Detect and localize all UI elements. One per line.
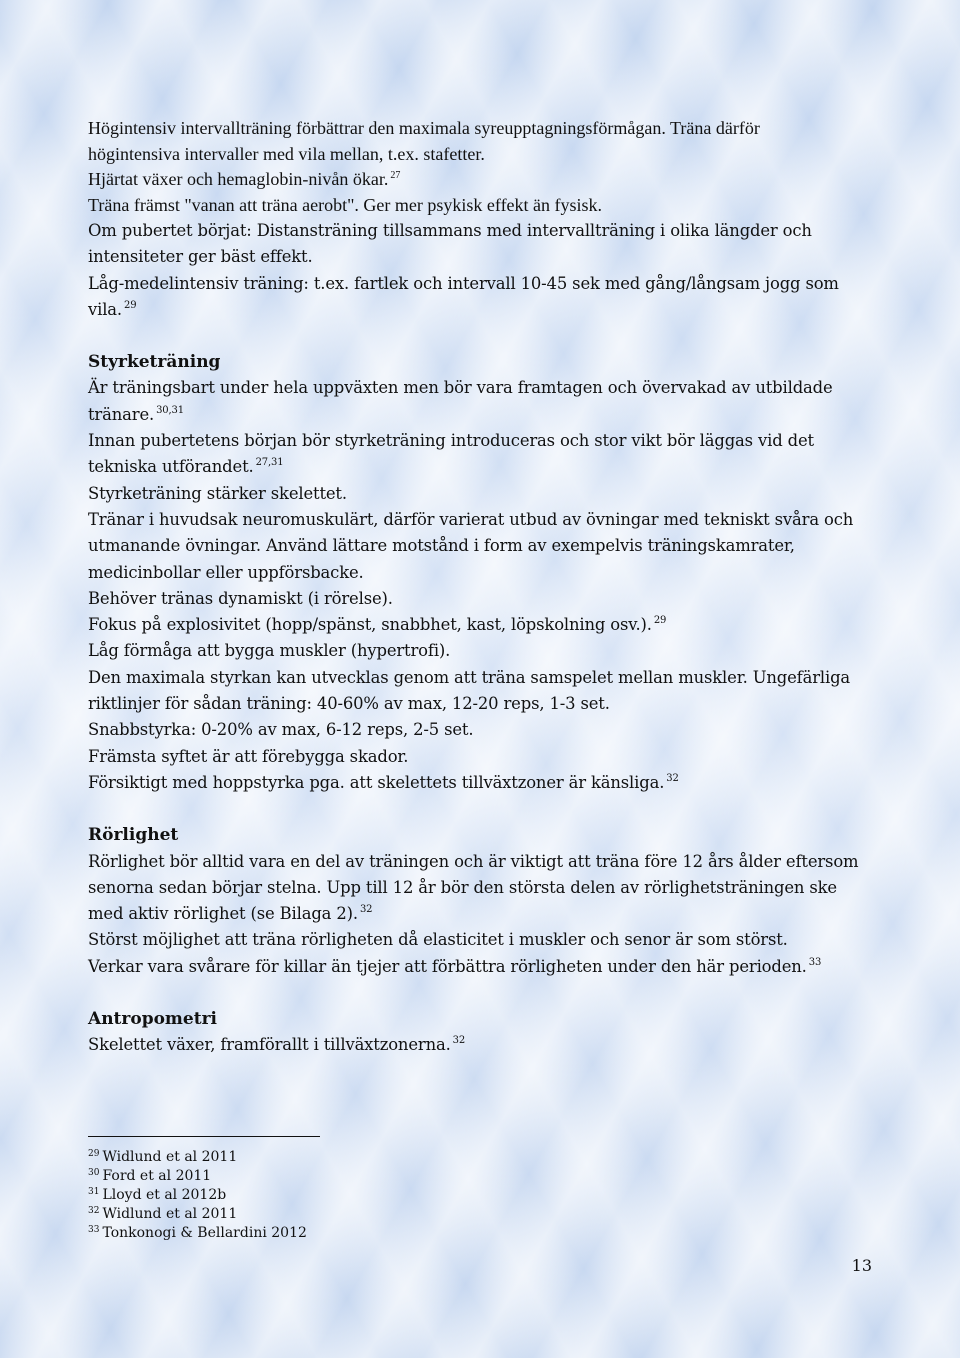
- section-antropometri: [88, 1006, 888, 1059]
- footnote-divider: [88, 1136, 320, 1137]
- footnote-text: Ford et al 2011: [102, 1168, 212, 1184]
- text-span: med aktiv rörlighet (se Bilaga 2).: [88, 904, 358, 924]
- footnote-text: Lloyd et al 2012b: [102, 1187, 227, 1203]
- text-span: intensiteter ger bäst effekt.: [88, 247, 313, 267]
- text-line: [88, 875, 888, 901]
- text-line: [88, 271, 888, 297]
- footnote-number: 30: [88, 1168, 100, 1178]
- footnote: [88, 1205, 307, 1224]
- text-line: [88, 638, 888, 664]
- footnote-ref: 33: [808, 956, 822, 968]
- text-line: [88, 901, 888, 927]
- section-styrketraning: [88, 349, 888, 796]
- text-span: tränare.: [88, 404, 155, 424]
- text-span: Försiktigt med hoppstyrka pga. att skelettets tillväxtzoner är känsliga.: [88, 772, 665, 792]
- text-span: vila.: [88, 299, 122, 319]
- text-line: [88, 849, 888, 875]
- section-heading: Rörlighet: [88, 825, 179, 846]
- text-span: Är träningsbart under hela uppväxten men bör vara framtagen och övervakad av utbildade: [88, 378, 833, 398]
- text-line: [88, 142, 888, 168]
- text-line: [88, 560, 888, 586]
- text-line: [88, 218, 888, 244]
- footnote-ref: 30,31: [156, 404, 184, 416]
- text-line: [88, 717, 888, 743]
- text-line: [88, 454, 888, 480]
- text-span: Störst möjlighet att träna rörligheten då elasticitet i muskler och senor är som störst.: [88, 930, 788, 950]
- footnote-ref: 27,31: [255, 457, 284, 469]
- footnote-number: 31: [88, 1187, 100, 1197]
- footnote: [88, 1148, 307, 1167]
- text-line: [88, 533, 888, 559]
- footnote-ref: 32: [666, 772, 679, 784]
- text-span: Låg förmåga att bygga muskler (hypertrofi).: [88, 641, 451, 661]
- footnote: [88, 1167, 307, 1186]
- text-line: [88, 193, 888, 219]
- text-span: Snabbstyrka: 0-20% av max, 6-12 reps, 2-5 set.: [88, 720, 474, 740]
- text-line: [88, 691, 888, 717]
- text-span: Hjärtat växer och hemaglobin-nivån ökar.: [88, 169, 389, 189]
- footnote-ref: 29: [653, 615, 667, 627]
- text-line: [88, 586, 888, 612]
- footnotes: [88, 1148, 307, 1243]
- footnote-text: Tonkonogi & Bellardini 2012: [102, 1225, 307, 1241]
- footnote-ref: 32: [452, 1035, 466, 1047]
- section-body: [88, 849, 888, 980]
- footnote: [88, 1224, 307, 1243]
- page-content: [88, 116, 888, 1059]
- text-line: [88, 1032, 888, 1058]
- text-span: Behöver tränas dynamiskt (i rörelse).: [88, 588, 393, 608]
- text-span: tekniska utförandet.: [88, 457, 254, 477]
- section-heading: Styrketräning: [88, 352, 221, 373]
- text-line: [88, 665, 888, 691]
- paragraph-intervals: [88, 116, 888, 323]
- section-body: [88, 1032, 888, 1058]
- text-span: medicinbollar eller uppförsbacke.: [88, 562, 364, 582]
- text-line: [88, 375, 888, 401]
- section-body: [88, 375, 888, 796]
- text-span: Högintensiv intervallträning förbättrar den maximala syreupptagningsförmågan. Träna därför: [88, 118, 760, 138]
- footnote-text: Widlund et al 2011: [102, 1149, 238, 1165]
- footnote-text: Widlund et al 2011: [102, 1206, 238, 1222]
- text-line: [88, 507, 888, 533]
- text-span: Träna främst "vanan att träna aerobt". Ger mer psykisk effekt än fysisk.: [88, 194, 603, 215]
- text-span: högintensiva intervaller med vila mellan, t.ex. stafetter.: [88, 143, 485, 164]
- text-line: [88, 744, 888, 770]
- footnote-number: 32: [88, 1206, 100, 1216]
- text-span: Fokus på explosivitet (hopp/spänst, snabbhet, kast, löpskolning osv.).: [88, 615, 652, 635]
- text-span: Om pubertet börjat: Distansträning tillsammans med intervallträning i olika längder och: [88, 221, 812, 240]
- text-span: Låg-medelintensiv träning: t.ex. fartlek och intervall 10-45 sek med gång/långsam jogg som: [88, 273, 839, 293]
- text-line: [88, 428, 888, 454]
- footnote-number: 33: [88, 1225, 100, 1235]
- text-line: [88, 481, 888, 507]
- text-span: utmanande övningar. Använd lättare motstånd i form av exempelvis träningskamrater,: [88, 536, 795, 556]
- page-number: 13: [851, 1256, 872, 1275]
- text-span: Främsta syftet är att förebygga skador.: [88, 746, 409, 766]
- text-span: Rörlighet bör alltid vara en del av träningen och är viktigt att träna före 12 års ålder eftersom: [88, 851, 859, 871]
- text-line: [88, 612, 888, 638]
- text-line: [88, 770, 888, 796]
- text-span: Verkar vara svårare för killar än tjejer att förbättra rörligheten under den här perioden.: [88, 956, 807, 976]
- text-line: [88, 402, 888, 428]
- text-line: [88, 167, 888, 193]
- section-heading: Antropometri: [88, 1009, 217, 1030]
- footnote-ref: 29: [123, 299, 137, 311]
- text-line: [88, 297, 888, 323]
- footnote: [88, 1186, 307, 1205]
- footnote-number: 29: [88, 1149, 100, 1159]
- text-line: [88, 927, 888, 953]
- text-span: Skelettet växer, framförallt i tillväxtzonerna.: [88, 1035, 451, 1055]
- text-span: senorna sedan börjar stelna. Upp till 12 år bör den största delen av rörlighetsträningen ske: [88, 877, 837, 897]
- text-line: [88, 244, 888, 270]
- footnote-ref: 32: [359, 904, 373, 916]
- text-span: Den maximala styrkan kan utvecklas genom att träna samspelet mellan muskler. Ungefärliga: [88, 667, 851, 687]
- text-span: Innan pubertetens början bör styrketräning introduceras och stor vikt bör läggas vid det: [88, 431, 814, 451]
- text-span: Tränar i huvudsak neuromuskulärt, därför varierat utbud av övningar med tekniskt svåra och: [88, 509, 854, 529]
- text-span: riktlinjer för sådan träning: 40-60% av max, 12-20 reps, 1-3 set.: [88, 694, 610, 714]
- text-span: Styrketräning stärker skelettet.: [88, 483, 347, 503]
- text-line: [88, 116, 888, 142]
- text-line: [88, 954, 888, 980]
- footnote-ref: 27: [390, 170, 401, 181]
- section-rorlighet: [88, 822, 888, 980]
